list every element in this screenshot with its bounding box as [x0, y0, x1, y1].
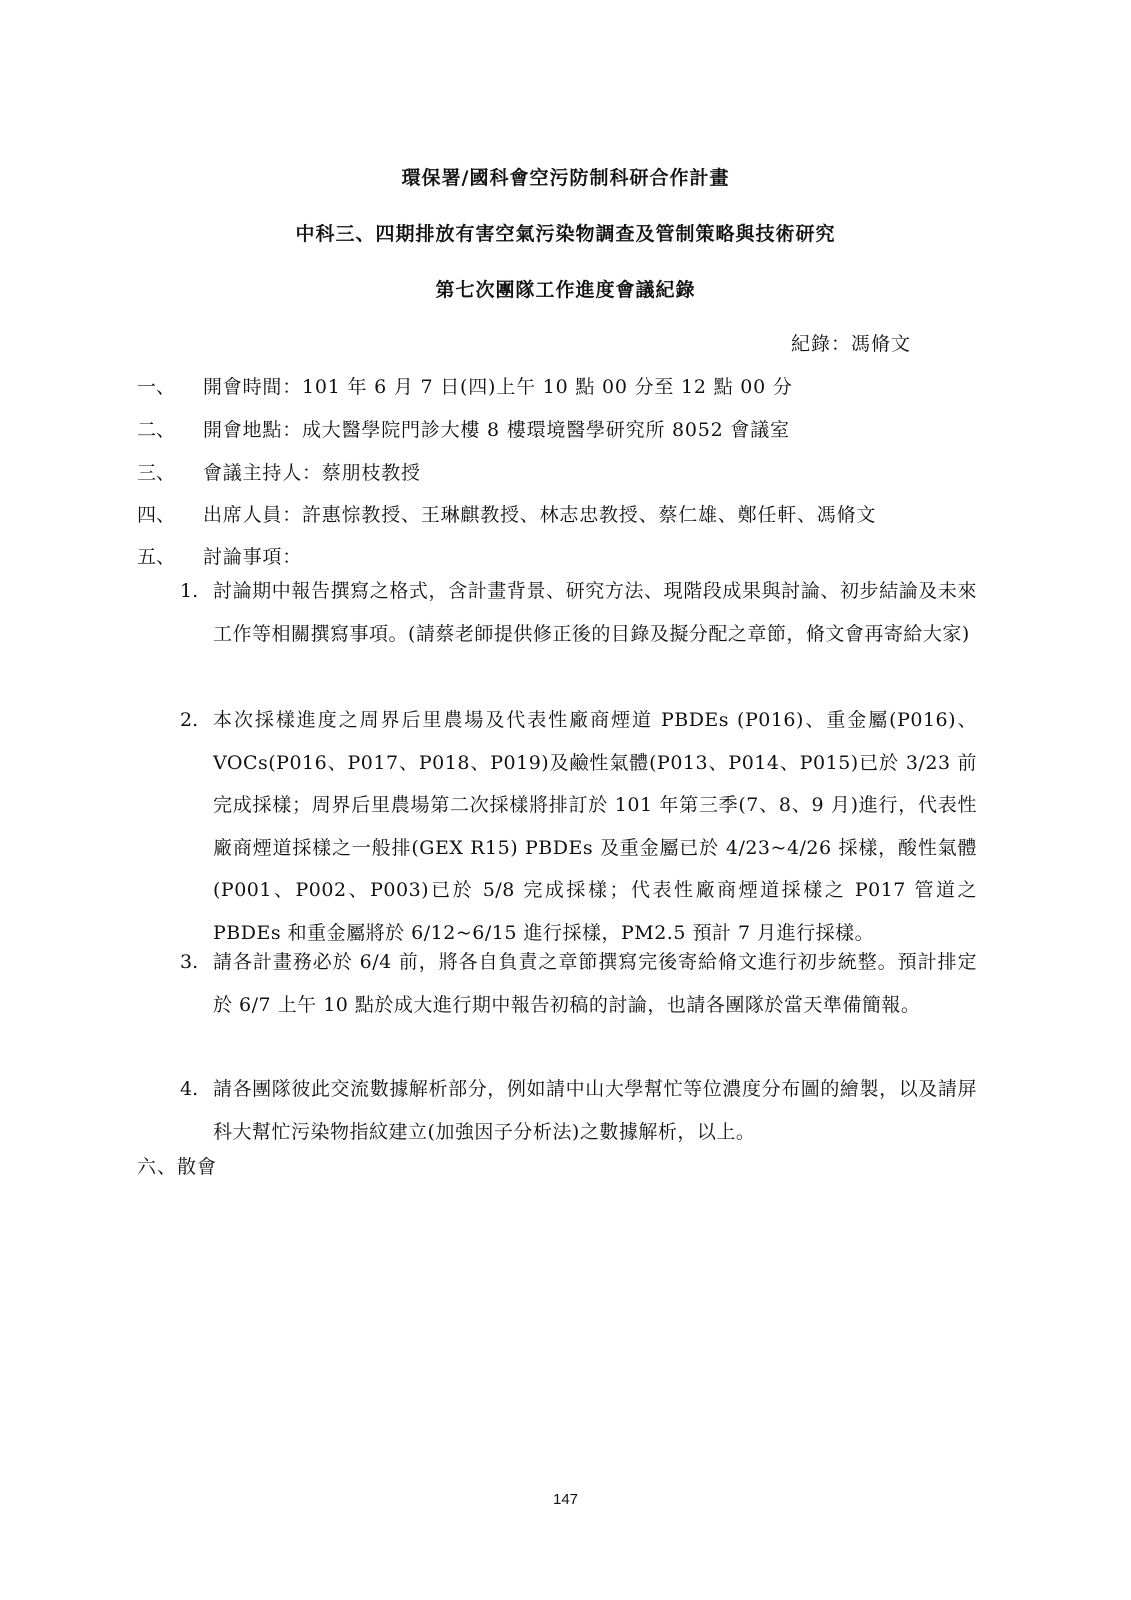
item-text: 請各計畫務必於 6/4 前，將各自負責之章節撰寫完後寄給脩文進行初步統整。預計排定於 6/7 上午 10 點於成大進行期中報告初稿的討論，也請各團隊於當天準備簡報。	[213, 951, 977, 1016]
meeting-location: 開會地點：成大醫學院門診大樓 8 樓環境醫學研究所 8052 會議室	[203, 419, 790, 441]
recorder-line: 紀錄：馮脩文	[790, 333, 911, 355]
section-number: 五、	[137, 546, 176, 568]
attendees: 出席人員：許惠悰教授、王琳麒教授、林志忠教授、蔡仁雄、鄭任軒、馮脩文	[203, 504, 877, 526]
section-number: 四、	[137, 504, 176, 526]
item-text: 討論期中報告撰寫之格式，含計畫背景、研究方法、現階段成果與討論、初步結論及未來工作等相關撰寫事項。(請蔡老師提供修正後的目錄及擬分配之章節，脩文會再寄給大家)	[213, 580, 977, 645]
meeting-title: 第七次團隊工作進度會議紀錄	[435, 279, 696, 301]
item-number: 3.	[180, 951, 199, 973]
section-number: 三、	[137, 462, 176, 484]
section-number: 一、	[137, 376, 176, 398]
section-number: 二、	[137, 419, 176, 441]
page-number: 147	[552, 1491, 579, 1508]
project-title: 中科三、四期排放有害空氣污染物調查及管制策略與技術研究	[295, 223, 836, 245]
adjournment: 六、散會	[137, 1156, 218, 1178]
item-number: 2.	[180, 709, 199, 731]
discussion-heading: 討論事項：	[203, 546, 303, 568]
meeting-chair: 會議主持人：蔡朋枝教授	[203, 462, 421, 484]
meeting-time: 開會時間：101 年 6 月 7 日(四)上午 10 點 00 分至 12 點 00 分	[203, 376, 793, 398]
item-text: 本次採樣進度之周界后里農場及代表性廠商煙道 PBDEs (P016)、重金屬(P016)、VOCs(P016、P017、P018、P019)及鹼性氣體(P013、P014、P015)已於 3/23 前完成採樣；周界后里農場第二次採樣將排訂於 101 年第三季(7、8、9 月)進行，代表性廠商煙道採樣之一般排(GEX R15) PBDEs 及重金屬已於 4/23~4/26 採樣，酸性氣體(P001、P002、P003)已於 5/8 完成採樣；代表性廠商煙道採樣之 P017 管道之 PBDEs 和重金屬將於 6/12~6/15 進行採樣，PM2.5 預計 7 月進行採樣。	[213, 709, 977, 944]
item-number: 4.	[180, 1078, 199, 1100]
document-title: 環保署/國科會空污防制科研合作計畫	[401, 167, 730, 189]
item-number: 1.	[180, 580, 199, 602]
item-text: 請各團隊彼此交流數據解析部分，例如請中山大學幫忙等位濃度分布圖的繪製，以及請屏科大幫忙污染物指紋建立(加強因子分析法)之數據解析，以上。	[213, 1078, 977, 1143]
